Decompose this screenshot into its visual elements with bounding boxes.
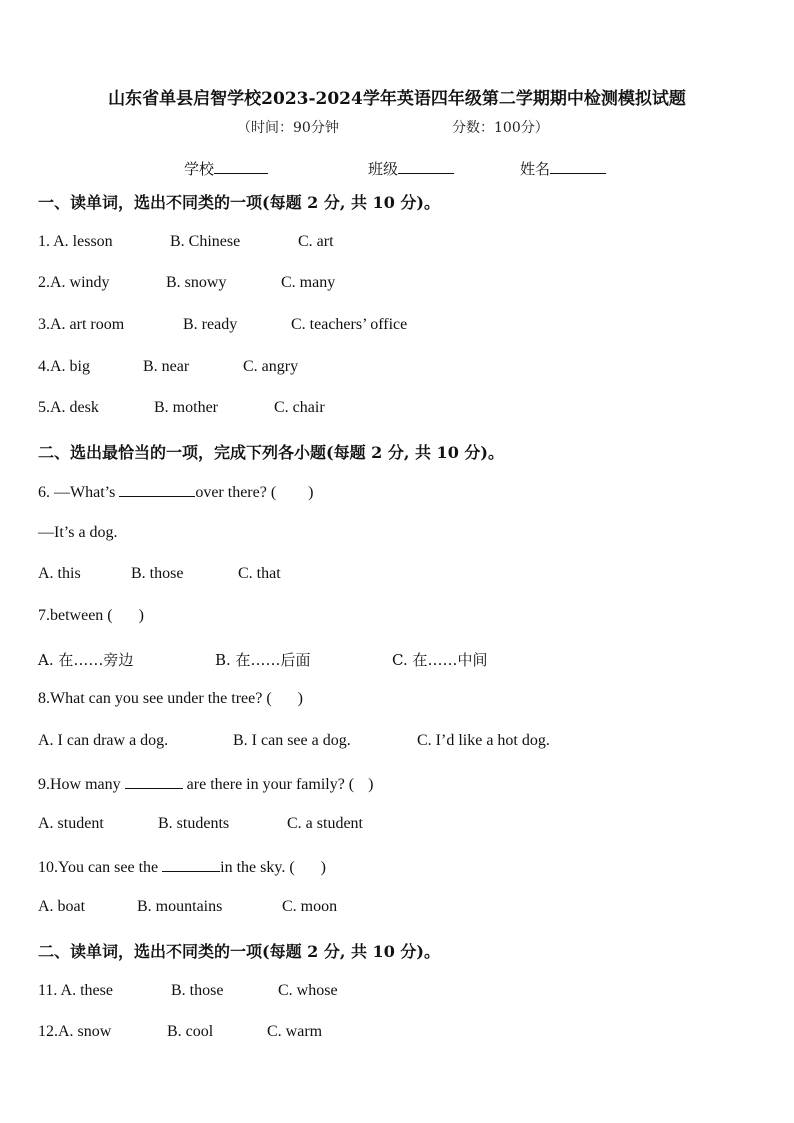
school-field: [184, 158, 268, 179]
school-label: 学校: [184, 160, 215, 178]
school-blank[interactable]: [214, 159, 268, 174]
q9-answer-blank[interactable]: [125, 774, 183, 789]
q1-option-a[interactable]: 1. A. lesson: [38, 233, 113, 250]
q7-stem: [38, 607, 144, 625]
q12-option-c[interactable]: C. warm: [267, 1023, 323, 1040]
q4-option-b[interactable]: B. near: [143, 358, 190, 375]
q12-option-a[interactable]: 12.A. snow: [38, 1023, 112, 1040]
q7-paren-close: ): [138, 607, 144, 624]
q3-option-a[interactable]: 3.A. art room: [38, 316, 125, 333]
q9-paren-close: ): [368, 776, 374, 793]
q9-stem-start: 9.How many: [38, 776, 121, 793]
q6-paren-close: ): [308, 484, 314, 501]
q8-stem: [38, 690, 303, 708]
q12-option-b[interactable]: B. cool: [167, 1023, 214, 1040]
q1-option-b[interactable]: B. Chinese: [170, 233, 241, 250]
class-field: [368, 158, 454, 179]
q9-option-b[interactable]: B. students: [158, 815, 230, 832]
q11-option-a[interactable]: 11. A. these: [38, 982, 113, 999]
q7-option-a[interactable]: A. 在……旁边: [38, 651, 134, 669]
q6-stem-start: 6. —What’s: [38, 484, 116, 501]
class-label: 班级: [368, 160, 399, 178]
q9-option-c[interactable]: C. a student: [287, 815, 363, 832]
q9-stem-end: are there in your family? (: [186, 776, 355, 793]
q6-stem: [38, 482, 314, 502]
q8-stem-text: 8.What can you see under the tree? (: [38, 690, 272, 707]
q11-option-c[interactable]: C. whose: [278, 982, 338, 999]
q7-option-b[interactable]: B. 在……后面: [215, 651, 311, 669]
question-1: [38, 233, 113, 251]
q8-option-c[interactable]: C. I’d like a hot dog.: [417, 732, 550, 749]
q10-paren-close: ): [320, 859, 326, 876]
q6-option-a[interactable]: A. this: [38, 565, 81, 582]
q2-option-b[interactable]: B. snowy: [166, 274, 227, 291]
q10-answer-blank[interactable]: [162, 857, 220, 872]
q10-option-a[interactable]: A. boat: [38, 898, 86, 915]
section-2-heading: 二、选出最恰当的一项，完成下列各小题(每题 2 分, 共 10 分)。: [38, 443, 504, 462]
q6-answer-blank[interactable]: [119, 482, 195, 497]
name-label: 姓名: [520, 160, 551, 178]
q7-stem-text: 7.between (: [38, 607, 113, 624]
q2-option-a[interactable]: 2.A. windy: [38, 274, 110, 291]
q8-paren-close: ): [297, 690, 303, 707]
q5-option-a[interactable]: 5.A. desk: [38, 399, 99, 416]
q7-option-c[interactable]: C. 在……中间: [392, 651, 488, 669]
class-blank[interactable]: [398, 159, 454, 174]
q6-stem-end: over there? (: [195, 484, 277, 501]
q6-reply: —It’s a dog.: [38, 524, 118, 541]
section-3-heading: 二、读单词，选出不同类的一项(每题 2 分, 共 10 分)。: [38, 942, 440, 961]
name-blank[interactable]: [550, 159, 606, 174]
q10-option-b[interactable]: B. mountains: [137, 898, 223, 915]
section-1-heading: 一、读单词，选出不同类的一项(每题 2 分, 共 10 分)。: [38, 193, 440, 212]
q10-option-c[interactable]: C. moon: [282, 898, 338, 915]
q4-option-c[interactable]: C. angry: [243, 358, 299, 375]
q9-stem: [38, 774, 373, 794]
q6-option-c[interactable]: C. that: [238, 565, 281, 582]
q10-stem-end: in the sky. (: [220, 859, 295, 876]
q8-option-b[interactable]: B. I can see a dog.: [233, 732, 351, 749]
q10-stem-start: 10.You can see the: [38, 859, 159, 876]
q11-option-b[interactable]: B. those: [171, 982, 224, 999]
exam-score: 分数：100分）: [452, 120, 549, 136]
name-field: [520, 158, 606, 179]
q10-stem: [38, 857, 326, 877]
q5-option-b[interactable]: B. mother: [154, 399, 218, 416]
q8-option-a[interactable]: A. I can draw a dog.: [38, 732, 169, 749]
q6-option-b[interactable]: B. those: [131, 565, 184, 582]
q3-option-c[interactable]: C. teachers’ office: [291, 316, 408, 333]
exam-title: 山东省单县启智学校2023-2024学年英语四年级第二学期期中检测模拟试题: [108, 89, 686, 109]
q3-option-b[interactable]: B. ready: [183, 316, 238, 333]
q2-option-c[interactable]: C. many: [281, 274, 336, 291]
q9-option-a[interactable]: A. student: [38, 815, 104, 832]
exam-time: （时间：90分钟: [237, 120, 339, 136]
q5-option-c[interactable]: C. chair: [274, 399, 325, 416]
q1-option-c[interactable]: C. art: [298, 233, 334, 250]
q4-option-a[interactable]: 4.A. big: [38, 358, 90, 375]
